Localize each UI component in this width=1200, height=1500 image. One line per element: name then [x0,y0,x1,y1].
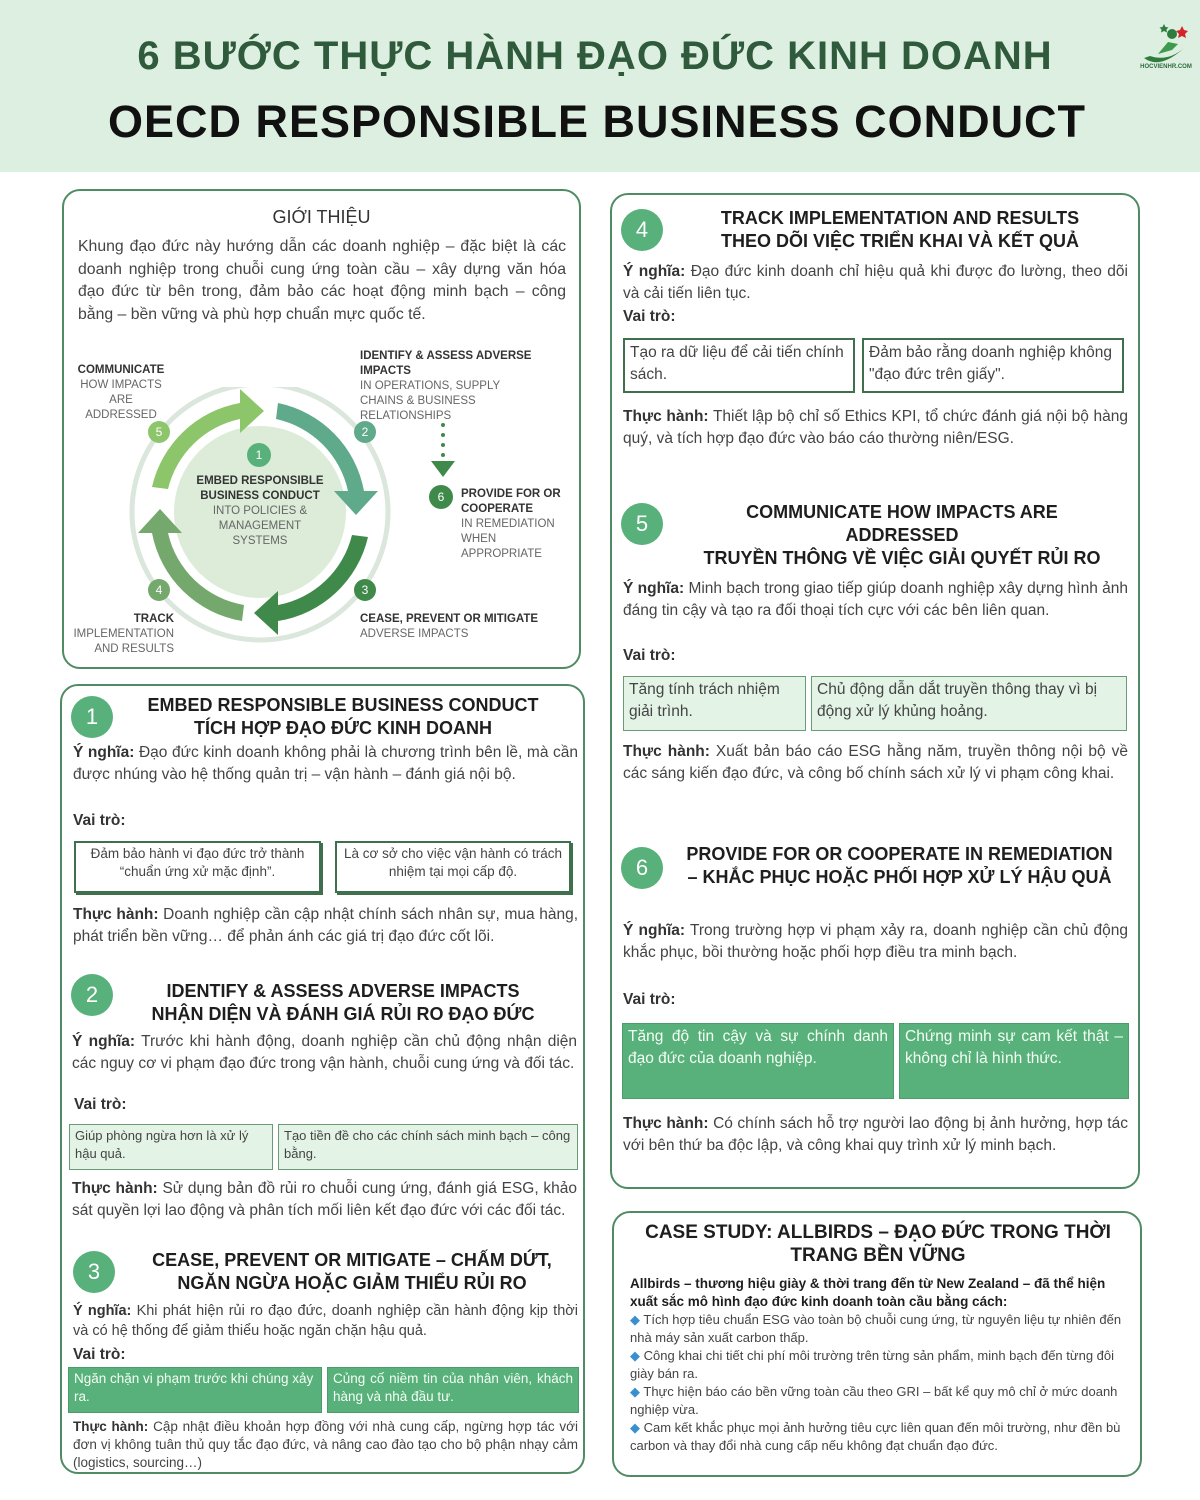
step-5-title-en: COMMUNICATE HOW IMPACTS ARE ADDRESSED [746,502,1058,545]
step-6-title: PROVIDE FOR OR COOPERATE IN REMEDIATION – KHẮC PHỤC HOẶC PHỐI HỢP XỬ LÝ HẬU QUẢ [686,844,1113,887]
step-3-title-vi: NGĂN NGỪA HOẶC GIẢM THIỂU RỦI RO [177,1273,527,1293]
cycle-label-6-sub: IN REMEDIATION WHEN APPROPRIATE [461,518,555,560]
step-4-title-vi: THEO DÕI VIỆC TRIỂN KHAI VÀ KẾT QUẢ [720,231,1080,251]
cycle-badge-6: 6 [429,485,453,509]
step-5-role-2: Chủ động dẫn dắt truyền thông thay vì bị động xử lý khủng hoảng. [811,676,1127,731]
case-study-bullet: ◆ Công khai chi tiết chi phí môi trường trên từng sản phẩm, minh bạch đến từng đôi giày bán ra. [630,1348,1115,1381]
step-4-badge: 4 [621,209,663,251]
step-6-meaning: Ý nghĩa: Trong trường hợp vi phạm xảy ra, doanh nghiệp cần chủ động khắc phục, bồi thường hoặc phối hợp điều tra minh bạch. [623,922,1128,961]
step-2-badge: 2 [71,974,113,1016]
step-3-role-2: Củng cố niềm tin của nhân viên, khách hàng và nhà đầu tư. [327,1367,579,1413]
step-5-role-label: Vai trò: [623,647,676,664]
step-3-badge: 3 [73,1251,115,1293]
diamond-icon: ◆ [630,1384,640,1399]
step-1-practice: Thực hành: Doanh nghiệp cần cập nhật chính sách nhân sự, mua hàng, phát triển bền vững… để phản ánh các giá trị đạo đức cốt lõi. [73,906,578,945]
logo-text: HOCVIENHR.COM [1140,64,1192,70]
step-1-role-2: Là cơ sở cho việc vận hành có trách nhiệm tại mọi cấp độ. [335,841,571,893]
cycle-badge-1: 1 [247,443,271,467]
step-2-title-en: IDENTIFY & ASSESS ADVERSE IMPACTS [166,981,520,1001]
step-5-role-1: Tăng tính trách nhiệm giải trình. [623,676,806,731]
cycle-badge-4: 4 [148,579,170,601]
step-1-meaning: Ý nghĩa: Đạo đức kinh doanh không phải là chương trình bên lề, mà cần được nhúng vào hệ thống quản trị – vận hành – đánh giá nội bộ. [73,744,579,783]
step-2-practice: Thực hành: Sử dụng bản đồ rủi ro chuỗi cung ứng, đánh giá ESG, khảo sát quyền lợi lao động và phân tích mối liên kết đạo đức với các đối tác. [72,1180,577,1219]
cycle-label-4-title: TRACK [133,613,174,625]
step-3-title-en: CEASE, PREVENT OR MITIGATE – CHẤM DỨT, [152,1250,552,1270]
step-5-practice: Thực hành: Xuất bản báo cáo ESG hằng năm, truyền thông nội bộ về các sáng kiến đạo đức, và công bố chính sách xử lý vi phạm công khai. [623,743,1128,782]
steps-1-3-card [60,684,585,1474]
step-6-role-label: Vai trò: [623,991,676,1008]
cycle-label-6-title: PROVIDE FOR OR COOPERATE [461,488,561,515]
steps-4-6-card [610,193,1140,1189]
step-6-practice: Thực hành: Có chính sách hỗ trợ người lao động bị ảnh hưởng, hợp tác với bên thứ ba độc lập, và công khai quy trình xử lý minh bạch. [623,1115,1128,1154]
cycle-badge-5: 5 [148,421,170,443]
step-1-role-1: Đảm bảo hành vi đạo đức trở thành “chuẩn ứng xử mặc định”. [74,841,321,893]
step-2-role-label: Vai trò: [74,1096,127,1113]
step-2-role-2: Tạo tiền đề cho các chính sách minh bạch – công bằng. [278,1124,578,1170]
cycle-label-3-title: CEASE, PREVENT OR MITIGATE [360,613,539,625]
cycle-label-2-sub: IN OPERATIONS, SUPPLY CHAINS & BUSINESS RELATIONSHIPS [360,380,500,422]
case-study-bullets [630,1311,1132,1455]
step-4-title-en: TRACK IMPLEMENTATION AND RESULTS [720,208,1080,228]
case-study-card [612,1211,1142,1477]
case-study-lead: Allbirds – thương hiệu giày & thời trang đến từ New Zealand – đã thể hiện xuất sắc mô hình đạo đức kinh doanh toàn cầu bằng cách: [630,1276,1106,1309]
step-4-meaning: Ý nghĩa: Đạo đức kinh doanh chỉ hiệu quả khi được đo lường, theo dõi và cải tiến liên tục. [623,263,1128,302]
cycle-label-3-sub: ADVERSE IMPACTS [360,628,469,640]
cycle-label-2 [360,349,540,424]
dotted-arrow-icon [428,421,458,481]
step-4-practice: Thực hành: Thiết lập bộ chỉ số Ethics KPI, tổ chức đánh giá nội bộ hàng quý, và tích hợp đạo đức vào báo cáo thường niên/ESG. [623,408,1129,447]
step-1-title-en: EMBED RESPONSIBLE BUSINESS CONDUCT [147,695,539,715]
diamond-icon: ◆ [630,1348,640,1363]
step-2-role-1: Giúp phòng ngừa hơn là xử lý hậu quả. [69,1124,273,1170]
intro-text: Khung đạo đức này hướng dẫn các doanh nghiệp – đặc biệt là các doanh nghiệp trong chuỗi cung ứng toàn cầu – xây dựng văn hóa đạo đức từ bên trong, đảm bảo các hoạt động minh bạch – công bằng – bền vững và phù hợp chuẩn mực quốc tế. [78,238,566,323]
cycle-center-title: EMBED RESPONSIBLE BUSINESS CONDUCT [196,475,324,502]
step-3-practice: Thực hành: Cập nhật điều khoản hợp đồng với nhà cung cấp, ngừng hợp tác với đơn vị không tuân thủ quy tắc đạo đức, và nâng cao đào tạo cho bộ phận nhạy cảm (logistics, sourcing…) [73,1419,578,1470]
cycle-label-5-title: COMMUNICATE [77,364,165,376]
intro-heading: GIỚI THIỆU [272,207,371,227]
cycle-label-2-title: IDENTIFY & ASSESS ADVERSE IMPACTS [360,350,532,377]
case-study-title: CASE STUDY: ALLBIRDS – ĐẠO ĐỨC TRONG THỜI TRANG BỀN VỮNG [645,1222,1111,1266]
intro-card [62,189,581,669]
step-6-role-1: Tăng độ tin cậy và sự chính danh đạo đức của doanh nghiệp. [622,1023,894,1099]
case-study-bullet: ◆ Tích hợp tiêu chuẩn ESG vào toàn bộ chuỗi cung ứng, từ nguyên liệu tự nhiên đến nhà máy sản xuất carbon thấp. [630,1312,1122,1345]
header-banner [0,0,1200,172]
step-1-badge: 1 [71,696,113,738]
cycle-label-6 [461,487,579,562]
step-3-role-label: Vai trò: [73,1346,126,1363]
title-vietnamese: 6 BƯỚC THỰC HÀNH ĐẠO ĐỨC KINH DOANH [137,34,1053,78]
step-6-role-2: Chứng minh sự cam kết thật – không chỉ là hình thức. [899,1023,1129,1099]
case-study-bullet: ◆ Cam kết khắc phục mọi ảnh hưởng tiêu cực liên quan đến môi trường, như đền bù carbon và thay đổi nhà cung cấp nếu không đạt chuẩn đạo đức. [630,1420,1121,1453]
step-1-role-label: Vai trò: [73,812,126,829]
step-5-title-vi: TRUYỀN THÔNG VỀ VIỆC GIẢI QUYẾT RỦI RO [703,548,1101,568]
cycle-label-5 [76,363,166,423]
cycle-label-4 [70,612,174,657]
diamond-icon: ◆ [630,1312,640,1327]
step-3-meaning: Ý nghĩa: Khi phát hiện rủi ro đạo đức, doanh nghiệp cần hành động kịp thời và có hệ thống để giảm thiểu hoặc ngăn chặn hậu quả. [73,1303,579,1339]
cycle-label-5-sub: HOW IMPACTS ARE ADDRESSED [80,379,162,421]
step-4-role-label: Vai trò: [623,308,676,325]
step-2-title-vi: NHẬN DIỆN VÀ ĐÁNH GIÁ RỦI RO ĐẠO ĐỨC [151,1004,535,1024]
step-2-meaning: Ý nghĩa: Trước khi hành động, doanh nghiệp cần chủ động nhận diện các nguy cơ vi phạm đạo đức trong vận hành, chuỗi cung ứng và đối tác. [72,1033,577,1072]
cycle-center-sub: INTO POLICIES & MANAGEMENT SYSTEMS [212,505,308,547]
step-5-badge: 5 [621,503,663,545]
cycle-badge-2: 2 [354,421,376,443]
step-3-role-1: Ngăn chặn vi phạm trước khi chúng xảy ra. [68,1367,322,1413]
cycle-label-4-sub: IMPLEMENTATION AND RESULTS [73,628,174,655]
cycle-badge-3: 3 [354,579,376,601]
cycle-label-3 [360,612,570,642]
step-4-role-2: Đảm bảo rằng doanh nghiệp không "đạo đức trên giấy". [862,338,1124,393]
case-study-bullet: ◆ Thực hiện báo cáo bền vững toàn cầu theo GRI – bất kể quy mô chỉ ở mức doanh nghiệp vừa. [630,1384,1118,1417]
step-6-badge: 6 [621,847,663,889]
diamond-icon: ◆ [630,1420,640,1435]
step-5-meaning: Ý nghĩa: Minh bạch trong giao tiếp giúp doanh nghiệp xây dựng hình ảnh đáng tin cậy và tạo ra đối thoại tích cực với các bên liên quan. [623,580,1128,619]
step-4-role-1: Tạo ra dữ liệu để cải tiến chính sách. [623,338,855,393]
step-1-title-vi: TÍCH HỢP ĐẠO ĐỨC KINH DOANH [194,718,492,738]
title-english: OECD RESPONSIBLE BUSINESS CONDUCT [107,96,1087,147]
cycle-center-label [192,474,328,549]
